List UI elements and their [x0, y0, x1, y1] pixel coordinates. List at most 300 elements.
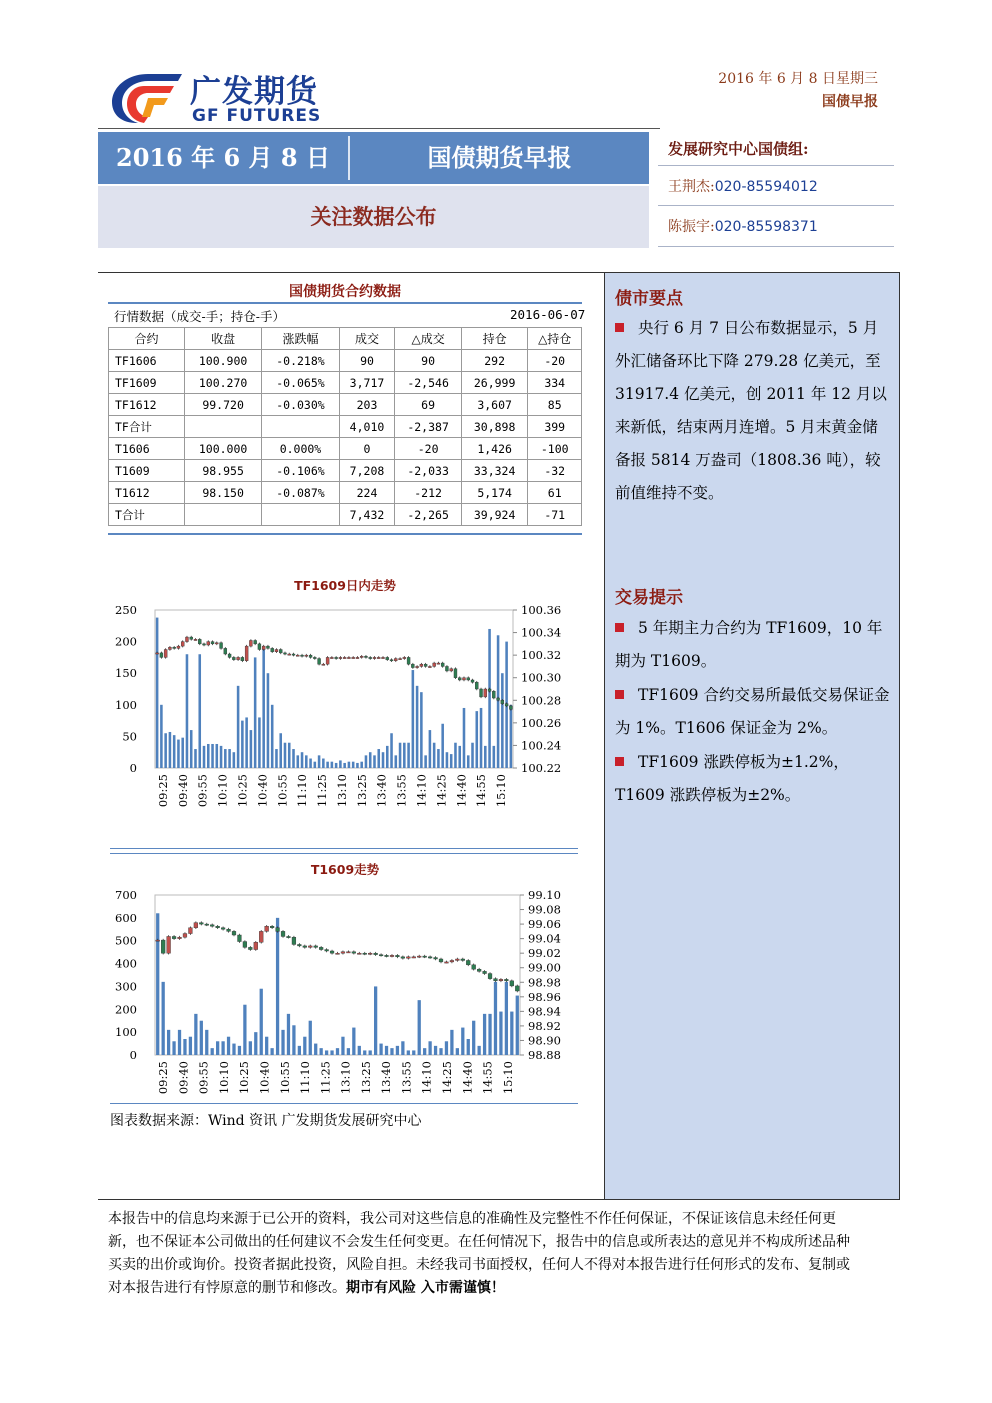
column-header: 合约: [109, 328, 185, 350]
x-tick-label: 13:55: [399, 1061, 414, 1095]
candle-body: [437, 663, 440, 664]
y-right-tick-label: 98.96: [528, 989, 561, 1004]
volume-bar: [352, 762, 355, 768]
candle-body: [477, 969, 481, 971]
candle-body: [249, 640, 252, 646]
candle-body: [314, 946, 318, 947]
candle-body: [356, 657, 359, 658]
volume-bar: [314, 1044, 317, 1055]
x-tick-label: 13:10: [334, 774, 349, 808]
y-left-tick-label: 0: [129, 761, 137, 775]
bullet-icon: [615, 690, 624, 699]
x-tick-label: 13:55: [394, 774, 409, 808]
volume-bar: [369, 1050, 372, 1055]
candle-body: [190, 637, 193, 639]
volume-bar: [467, 755, 470, 768]
y-right-tick-label: 99.08: [528, 902, 561, 917]
table-cell: T合计: [109, 504, 185, 526]
table-cell: -20: [528, 350, 582, 372]
member-phone: 020-85594012: [714, 179, 818, 195]
banner-title: 国债期货早报: [427, 143, 572, 172]
candle-body: [467, 678, 470, 680]
candle-body: [373, 657, 376, 658]
volume-bar: [412, 1050, 415, 1055]
table-cell: 69: [395, 394, 462, 416]
volume-bar: [254, 657, 257, 768]
candle-body: [374, 953, 378, 954]
candle-body: [428, 957, 432, 958]
table-cell: -0.106%: [262, 460, 339, 482]
volume-bar: [428, 1041, 431, 1055]
table-cell: -0.030%: [262, 394, 339, 416]
candle-body: [156, 940, 160, 941]
volume-bar: [162, 982, 165, 1055]
candle-body: [305, 655, 308, 656]
volume-bar: [418, 1000, 421, 1055]
candle-body: [509, 706, 512, 709]
y-left-tick-label: 0: [129, 1048, 137, 1062]
y-right-tick-label: 98.92: [528, 1018, 561, 1033]
candle-body: [450, 960, 454, 961]
volume-bar: [416, 686, 419, 768]
x-tick-label: 15:10: [494, 774, 509, 808]
x-tick-label: 10:40: [257, 1061, 272, 1095]
candle-body: [497, 698, 500, 700]
volume-bar: [424, 755, 427, 768]
volume-bar: [493, 746, 496, 768]
volume-bar: [339, 760, 342, 768]
table-cell: [184, 504, 261, 526]
candle-body: [396, 955, 400, 956]
x-tick-label: 11:25: [315, 774, 330, 808]
volume-bar: [186, 654, 189, 768]
volume-bar: [292, 1025, 295, 1055]
candle-body: [283, 653, 286, 654]
volume-bar: [429, 730, 432, 768]
candle-body: [499, 979, 503, 980]
candle-body: [319, 947, 323, 949]
table-cell: -20: [395, 438, 462, 460]
candle-body: [210, 925, 214, 926]
header-report-type: 国债早报: [822, 94, 878, 110]
candle-body: [480, 689, 483, 697]
candle-body: [205, 924, 209, 925]
candle-body: [164, 650, 167, 658]
trading-tip-text: TF1609 涨跌停板为±1.2%，T1609 涨跌停板为±2%。: [615, 753, 849, 804]
x-tick-label: 14:10: [419, 1061, 434, 1095]
disclaimer-emphasis: 期市有风险 入市需谨慎！: [346, 1280, 505, 1296]
table-cell: 39,924: [461, 504, 528, 526]
candle-body: [203, 644, 206, 645]
table-row: [109, 350, 582, 372]
table-cell: 90: [339, 350, 395, 372]
candle-body: [450, 669, 453, 671]
data-source: 图表数据来源：Wind 资讯 广发期货发展研究中心: [110, 1113, 422, 1129]
candle-body: [173, 647, 176, 648]
y-left-tick-label: 200: [115, 1002, 137, 1017]
candle-body: [420, 664, 423, 666]
volume-bar: [494, 982, 497, 1055]
volume-bar: [249, 1041, 252, 1055]
volume-bar: [377, 749, 380, 768]
team-divider: [658, 246, 894, 247]
candle-body: [346, 952, 350, 953]
candle-body: [335, 657, 338, 658]
x-tick-label: 10:25: [235, 774, 250, 808]
table-cell: 90: [395, 350, 462, 372]
y-left-tick-label: 200: [115, 634, 137, 649]
volume-bar: [356, 763, 359, 768]
member-phone: 020-85598371: [714, 219, 818, 235]
volume-bar: [467, 1039, 470, 1055]
table-cell: 100.270: [184, 372, 261, 394]
candle-body: [178, 937, 182, 938]
volume-bar: [172, 1041, 175, 1055]
candle-body: [220, 643, 223, 649]
team-member: [668, 176, 818, 196]
candle-body: [241, 657, 244, 660]
candle-body: [368, 953, 372, 954]
volume-bar: [183, 1039, 186, 1055]
volume-bar: [167, 1030, 170, 1055]
volume-bar: [220, 746, 223, 768]
volume-bar: [382, 752, 385, 768]
volume-bar: [439, 1048, 442, 1055]
table-cell: 100.000: [184, 438, 261, 460]
y-right-tick-label: 99.04: [528, 931, 561, 946]
volume-bar: [483, 1014, 486, 1055]
candle-body: [407, 657, 410, 664]
trading-tip: [615, 679, 891, 745]
volume-bar: [456, 1048, 459, 1055]
candle-body: [303, 946, 307, 947]
y-left-tick-label: 400: [115, 956, 137, 971]
volume-bar: [169, 732, 172, 768]
volume-bar: [360, 762, 363, 768]
candle-body: [504, 979, 508, 980]
volume-bar: [237, 686, 240, 768]
volume-bar: [160, 705, 163, 768]
table-cell: 98.955: [184, 460, 261, 482]
candle-body: [194, 639, 197, 640]
candle-body: [221, 928, 225, 929]
candle-body: [385, 955, 389, 956]
candle-body: [360, 656, 363, 657]
volume-bar: [390, 733, 393, 768]
candle-body: [515, 986, 519, 991]
candle-body: [232, 931, 236, 935]
volume-bar: [369, 752, 372, 768]
candle-body: [399, 659, 402, 660]
table-cell: -0.087%: [262, 482, 339, 504]
volume-bar: [254, 1032, 257, 1055]
candle-body: [254, 640, 257, 643]
chart-separator: [110, 1103, 578, 1104]
candle-body: [198, 639, 201, 644]
candle-body: [271, 648, 274, 651]
candle-body: [382, 657, 385, 658]
candle-body: [199, 923, 203, 924]
candle-body: [296, 655, 299, 656]
column-header: 持仓: [461, 328, 528, 350]
volume-bar: [441, 724, 444, 768]
candle-body: [488, 689, 491, 691]
candle-body: [297, 944, 301, 945]
volume-bar: [365, 755, 368, 768]
y-right-tick-label: 99.06: [528, 917, 561, 932]
table-cell: 7,208: [339, 460, 395, 482]
candle-body: [412, 957, 416, 958]
candle-body: [472, 965, 476, 969]
bond-market-paragraph: [615, 312, 891, 510]
volume-bar: [458, 746, 461, 768]
table-cell: T1609: [109, 460, 185, 482]
volume-bar: [271, 705, 274, 768]
column-header: 涨跌幅: [262, 328, 339, 350]
volume-bar: [472, 1021, 475, 1055]
volume-bar: [314, 762, 317, 768]
candle-body: [462, 678, 465, 680]
table-cell: 61: [528, 482, 582, 504]
y-right-tick-label: 98.90: [528, 1033, 561, 1048]
table-cell: 334: [528, 372, 582, 394]
candle-body: [161, 940, 165, 953]
table-cell: -2,033: [395, 460, 462, 482]
volume-bar: [177, 740, 180, 768]
candle-body: [494, 979, 498, 981]
table-cell: -2,546: [395, 372, 462, 394]
volume-bar: [403, 743, 406, 768]
candle-body: [172, 936, 176, 938]
candle-body: [433, 663, 436, 666]
volume-bar: [407, 1050, 410, 1055]
candle-body: [364, 656, 367, 657]
volume-bar: [181, 738, 184, 768]
volume-bar: [258, 717, 261, 768]
volume-bar: [250, 730, 253, 768]
volume-bar: [445, 1041, 448, 1055]
x-tick-label: 14:10: [414, 774, 429, 808]
candle-body: [377, 657, 380, 658]
candle-body: [275, 650, 278, 652]
bullet-icon: [615, 323, 624, 332]
candle-body: [301, 655, 304, 656]
trading-tip-text: TF1609 合约交易所最低交易保证金为 1%。T1606 保证金为 2%。: [615, 686, 890, 737]
volume-bar: [437, 749, 440, 768]
table-cell: T1606: [109, 438, 185, 460]
x-tick-label: 14:40: [454, 774, 469, 808]
volume-bar: [412, 670, 415, 768]
candle-body: [369, 657, 372, 658]
volume-bar: [194, 749, 197, 768]
bullet-icon: [615, 623, 624, 632]
table-cell: -71: [528, 504, 582, 526]
x-tick-label: 09:55: [196, 1061, 211, 1095]
table-cell: 1,426: [461, 438, 528, 460]
table-cell: -32: [528, 460, 582, 482]
volume-bar: [379, 1044, 382, 1055]
candle-body: [466, 960, 470, 964]
candle-body: [194, 923, 198, 928]
table-header-row: [109, 328, 582, 350]
table-cell: 85: [528, 394, 582, 416]
candle-body: [262, 646, 265, 649]
x-tick-label: 14:40: [460, 1061, 475, 1095]
candle-body: [352, 657, 355, 658]
volume-bar: [463, 708, 466, 768]
table-row: [109, 438, 582, 460]
y-left-tick-label: 150: [115, 666, 137, 681]
x-tick-label: 09:25: [155, 774, 170, 808]
table-cell: 203: [339, 394, 395, 416]
table-row: [109, 460, 582, 482]
candle-body: [279, 650, 282, 653]
candle-body: [292, 937, 296, 944]
volume-bar: [292, 749, 295, 768]
candle-body: [386, 657, 389, 659]
x-tick-label: 10:10: [216, 1061, 231, 1095]
y-right-tick-label: 100.34: [521, 625, 562, 640]
column-header: 收盘: [184, 328, 261, 350]
team-title: 发展研究中心国债组:: [668, 140, 809, 158]
candle-body: [406, 957, 410, 958]
candle-body: [330, 657, 333, 658]
candle-body: [458, 678, 461, 680]
candle-body: [245, 646, 248, 661]
trading-tip-text: 5 年期主力合约为 TF1609，10 年期为 T1609。: [615, 619, 883, 670]
candle-body: [352, 952, 356, 953]
volume-bar: [516, 996, 519, 1055]
candle-body: [483, 971, 487, 973]
candle-body: [211, 642, 214, 644]
y-right-tick-label: 98.88: [528, 1048, 561, 1062]
column-header: △成交: [395, 328, 462, 350]
volume-bar: [203, 746, 206, 768]
volume-bar: [390, 1048, 393, 1055]
volume-bar: [488, 629, 491, 768]
x-tick-label: 09:55: [195, 774, 210, 808]
x-tick-label: 11:25: [318, 1061, 333, 1095]
candle-body: [227, 929, 231, 931]
candle-body: [276, 928, 280, 932]
candle-body: [168, 647, 171, 649]
volume-bar: [446, 752, 449, 768]
x-tick-label: 09:40: [175, 774, 190, 808]
volume-bar: [326, 762, 329, 768]
x-tick-label: 10:10: [215, 774, 230, 808]
x-tick-label: 11:10: [298, 1061, 313, 1095]
y-right-tick-label: 99.10: [528, 888, 561, 902]
candle-body: [341, 952, 345, 953]
candle-body: [177, 646, 180, 648]
volume-bar: [434, 1046, 437, 1055]
volume-bar: [279, 733, 282, 768]
table-cell: TF1606: [109, 350, 185, 372]
table-date: 2016-06-07: [510, 307, 586, 322]
volume-bar: [461, 1028, 464, 1055]
volume-bar: [281, 1030, 284, 1055]
volume-bar: [303, 1037, 306, 1055]
table-cell: -2,265: [395, 504, 462, 526]
table-cell: TF合计: [109, 416, 185, 438]
x-tick-label: 10:55: [275, 774, 290, 808]
table-cell: -0.065%: [262, 372, 339, 394]
y-left-tick-label: 250: [115, 603, 137, 617]
candle-body: [270, 926, 274, 927]
table-top-rule: [108, 302, 582, 304]
futures-table: [108, 327, 582, 526]
x-tick-label: 14:25: [434, 774, 449, 808]
candle-body: [347, 657, 350, 658]
trading-tip: [615, 746, 891, 812]
y-right-tick-label: 99.00: [528, 960, 561, 975]
y-right-tick-label: 100.26: [521, 715, 562, 730]
candle-body: [505, 704, 508, 706]
table-title: 国债期货合约数据: [289, 284, 401, 300]
table-cell: 3,717: [339, 372, 395, 394]
candle-body: [339, 657, 342, 658]
volume-bar: [243, 1005, 246, 1055]
candle-body: [237, 657, 240, 659]
candle-body: [292, 654, 295, 655]
section-title-trading-tips: 交易提示: [615, 588, 683, 608]
volume-bar: [265, 1037, 268, 1055]
volume-bar: [358, 1046, 361, 1055]
table-cell: 292: [461, 350, 528, 372]
candle-body: [424, 664, 427, 666]
x-tick-label: 13:25: [358, 1061, 373, 1095]
member-name: 陈振宇:: [668, 219, 715, 235]
tf1609-intraday-chart: [100, 596, 590, 816]
candle-body: [394, 659, 397, 661]
column-header: 成交: [339, 328, 395, 350]
volume-bar: [395, 755, 398, 768]
volume-bar: [287, 1014, 290, 1055]
table-cell: 26,999: [461, 372, 528, 394]
volume-bar: [189, 1037, 192, 1055]
volume-bar: [288, 743, 291, 768]
volume-bar: [301, 752, 304, 768]
candle-body: [207, 642, 210, 645]
volume-bar: [497, 635, 500, 768]
volume-bar: [374, 986, 377, 1055]
table-cell: 30,898: [461, 416, 528, 438]
candle-body: [423, 956, 427, 957]
x-tick-label: 14:25: [440, 1061, 455, 1095]
bond-market-text: 央行 6 月 7 日公布数据显示，5 月外汇储备环比下降 279.28 亿美元，至 31917.4 亿美元，创 2011 年 12 月以来新低，结束两月连增。5 月末黄金储备报 5814 万盎司（1808.36 吨），较前值维持不变。: [615, 319, 887, 502]
candle-body: [343, 657, 346, 658]
table-cell: 100.900: [184, 350, 261, 372]
volume-bar: [499, 1012, 502, 1055]
volume-bar: [454, 743, 457, 768]
volume-bar: [318, 755, 321, 768]
volume-bar: [510, 1012, 513, 1055]
volume-bar: [348, 762, 351, 768]
candle-body: [181, 642, 184, 647]
candle-body: [455, 959, 459, 960]
volume-bar: [211, 744, 214, 768]
table-cell: 5,174: [461, 482, 528, 504]
table-row: [109, 416, 582, 438]
y-right-tick-label: 99.02: [528, 946, 561, 961]
volume-bar: [156, 618, 159, 768]
candle-body: [232, 657, 235, 659]
x-tick-label: 13:40: [379, 1061, 394, 1095]
table-cell: 3,607: [461, 394, 528, 416]
table-cell: -212: [395, 482, 462, 504]
candle-body: [215, 643, 218, 644]
logo-text-en: GF FUTURES: [192, 106, 322, 126]
